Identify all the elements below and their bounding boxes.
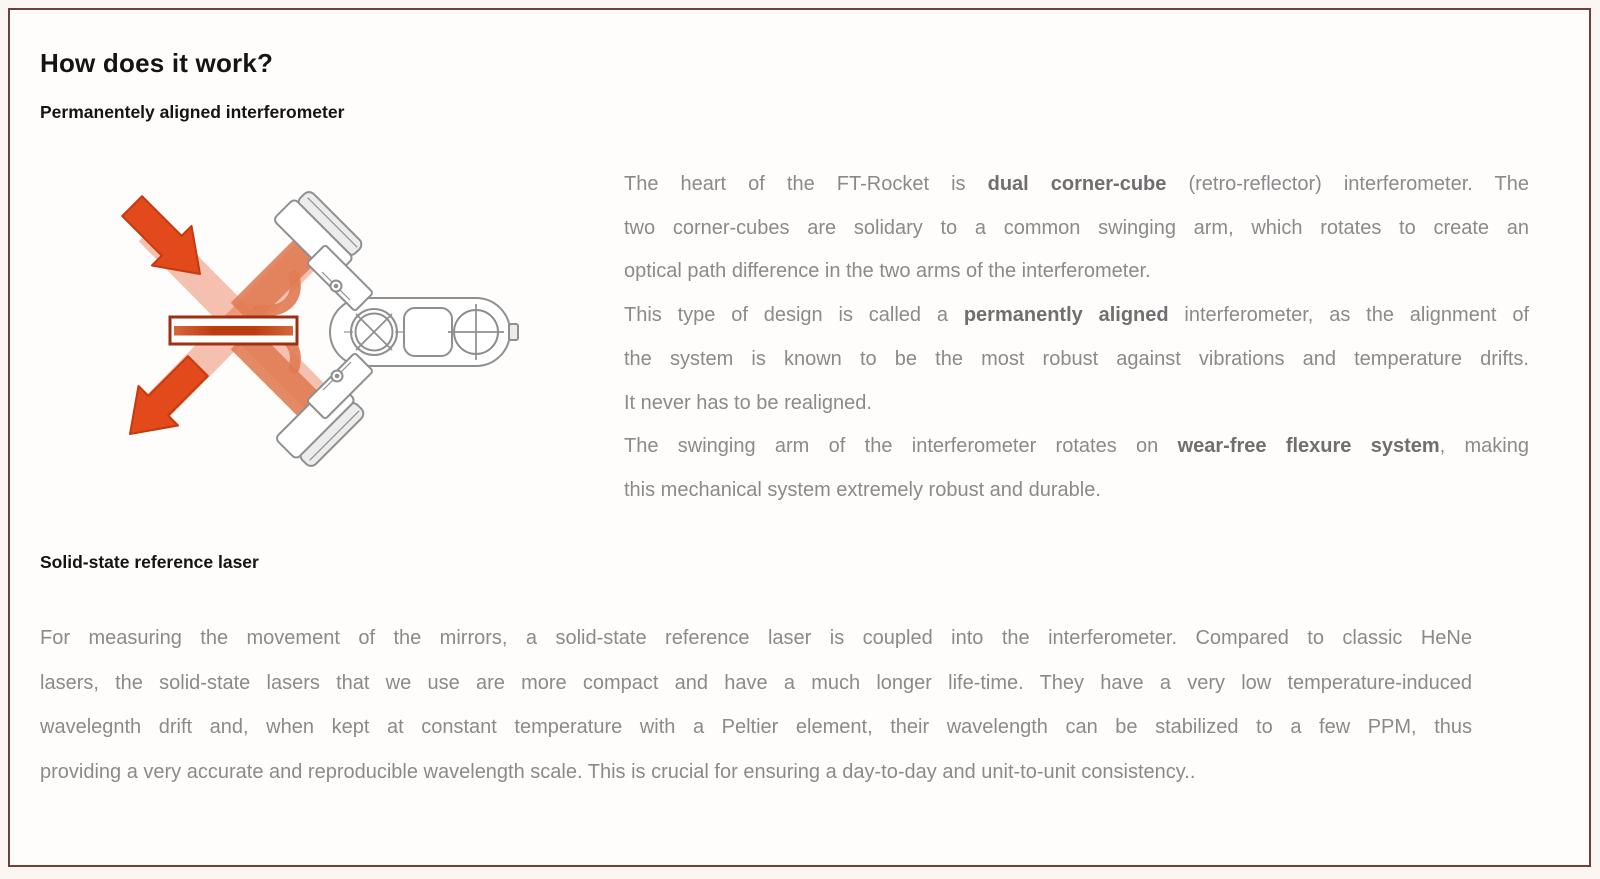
beamsplitter [170,317,297,344]
page-title: How does it work? [40,48,274,78]
text-line: The heart of the FT-Rocket is dual corner-cube (retro-reflector) interferometer. The [624,173,1529,195]
text-line: two corner-cubes are solidary to a common swinging arm, which rotates to create an [624,216,1529,239]
text-line: For measuring the movement of the mirrors, a solid-state reference laser is coupled into the interferometer. Compared to classic HeNe [40,627,1472,649]
page-frame [8,8,1591,867]
section-heading-interferometer: Permanentely aligned interferometer [40,102,345,122]
text-line: this mechanical system extremely robust and durable. [624,478,1101,501]
interferometer-paragraphs [624,163,1529,513]
text-line: the system is known to be the most robust against vibrations and temperature drifts. [624,347,1529,370]
flexure-bolt-upper [331,281,342,292]
text-line: providing a very accurate and reproducible wavelength scale. This is crucial for ensuring a day-to-day and unit-to-unit consistency.. [40,760,1196,783]
text-line: lasers, the solid-state lasers that we use are more compact and have a much longer life-time. They have a very low temperature-induced [40,671,1472,694]
text-line: wavelegnth drift and, when kept at constant temperature with a Peltier element, their wavelength can be stabilized to a few PPM, thus [40,716,1472,739]
flexure-bolt-lower [332,371,343,382]
swinging-arm-drawing [273,186,518,471]
text-line: It never has to be realigned. [624,391,872,414]
text-line: optical path difference in the two arms of the interferometer. [624,260,1151,283]
end-nub [509,324,518,340]
laser-paragraph [40,616,1472,794]
section-heading-laser: Solid-state reference laser [40,552,259,572]
text-line: The swinging arm of the interferometer rotates on wear-free flexure system, making [624,435,1529,458]
text-line: This type of design is called a permanently aligned interferometer, as the alignment of [624,304,1529,327]
interferometer-diagram [92,152,572,482]
